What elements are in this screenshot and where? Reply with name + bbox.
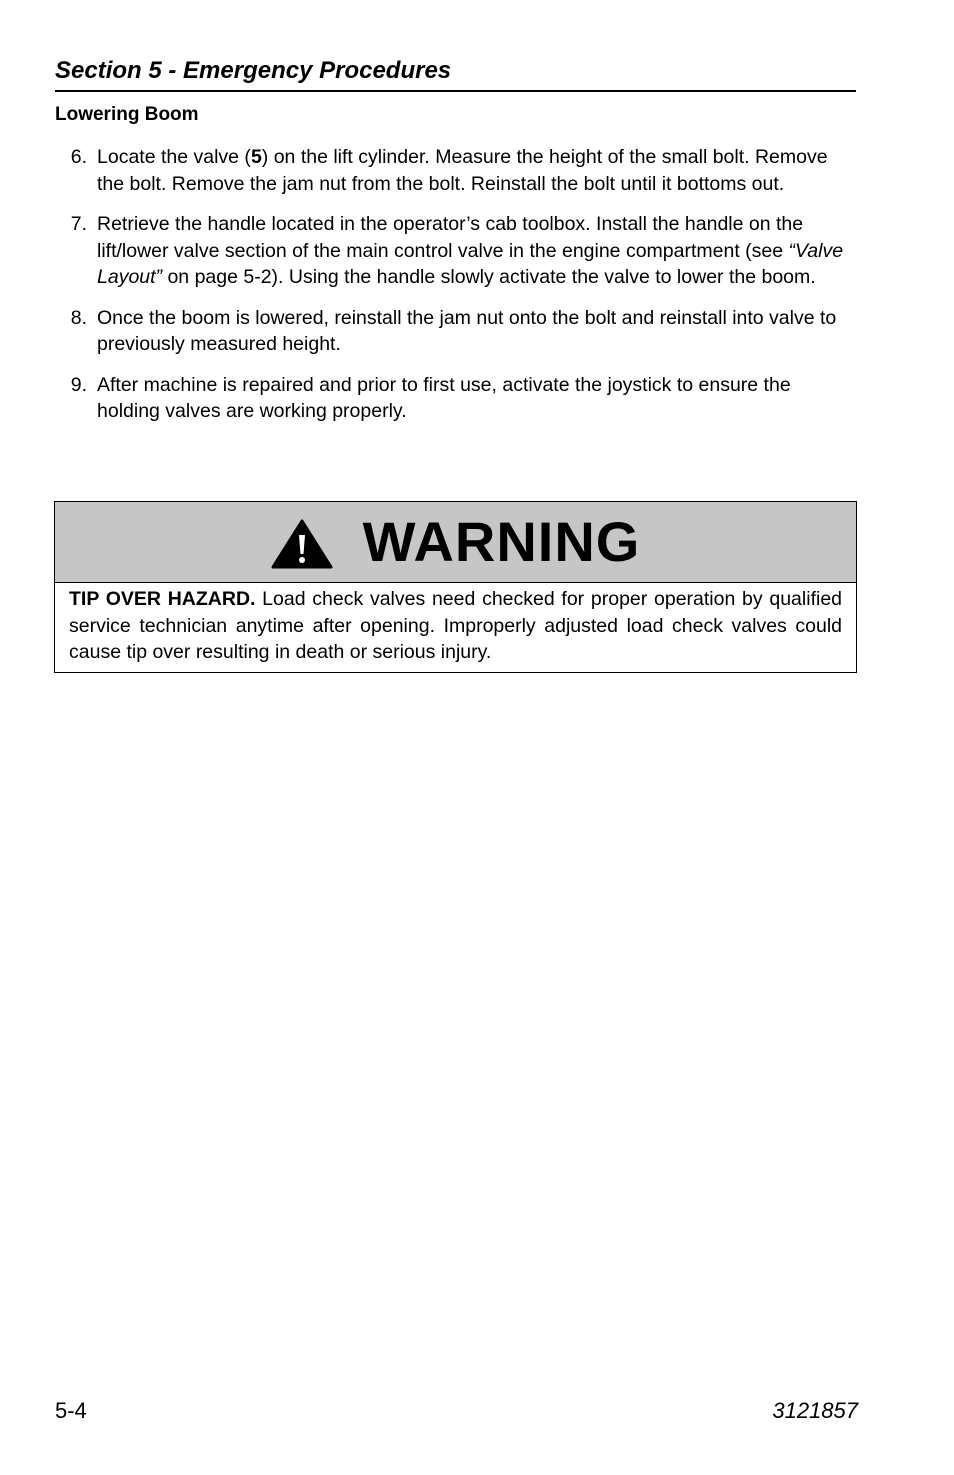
step-number: 8. (70, 306, 87, 329)
hazard-label: TIP OVER HAZARD. (69, 588, 256, 610)
document-number: 3121857 (772, 1398, 858, 1423)
warning-title: WARNING (362, 510, 641, 573)
section-header (55, 56, 856, 92)
warning-header (55, 502, 856, 583)
warning-text: TIP OVER HAZARD. Load check valves need checked for proper operation by qualified service technician anytime after opening. Improperly adjusted load check valves could cause tip over resulting in death or serious injury. (69, 588, 843, 663)
step-text: After machine is repaired and prior to first use, activate the joystick to ensure the holding valves are working properly. (97, 373, 791, 422)
warning-triangle-icon (271, 519, 333, 569)
warning-box (54, 501, 857, 673)
step-6 (55, 144, 856, 197)
step-number: 7. (70, 213, 87, 235)
step-text: Once the boom is lowered, reinstall the jam nut onto the bolt and reinstall into valve to previously measured height. (97, 306, 837, 355)
step-number: 9. (70, 373, 87, 396)
step-text: Retrieve the handle located in the operator’s cab toolbox. Install the handle on the lift/lower valve section of the main control valve in the engine compartment (see “Valve Layout” on page 5-2). Using the handle slowly activate the valve to lower the boom. (97, 213, 844, 288)
page-number: 5-4 (55, 1398, 87, 1423)
subheading: Lowering Boom (55, 104, 199, 125)
cross-reference: “Valve Layout” (97, 239, 844, 288)
step-text: Locate the valve (5) on the lift cylinder. Measure the height of the small bolt. Remove the bolt. Remove the jam nut from the bolt. Reinstall the bolt until it bottoms out. (97, 146, 828, 195)
section-title: Section 5 - Emergency Procedures (55, 57, 452, 84)
step-list (55, 144, 856, 439)
step-8 (55, 305, 856, 358)
callout-number: 5 (250, 146, 262, 168)
step-number: 6. (70, 146, 87, 168)
step-9 (55, 372, 856, 425)
step-7 (55, 211, 856, 291)
